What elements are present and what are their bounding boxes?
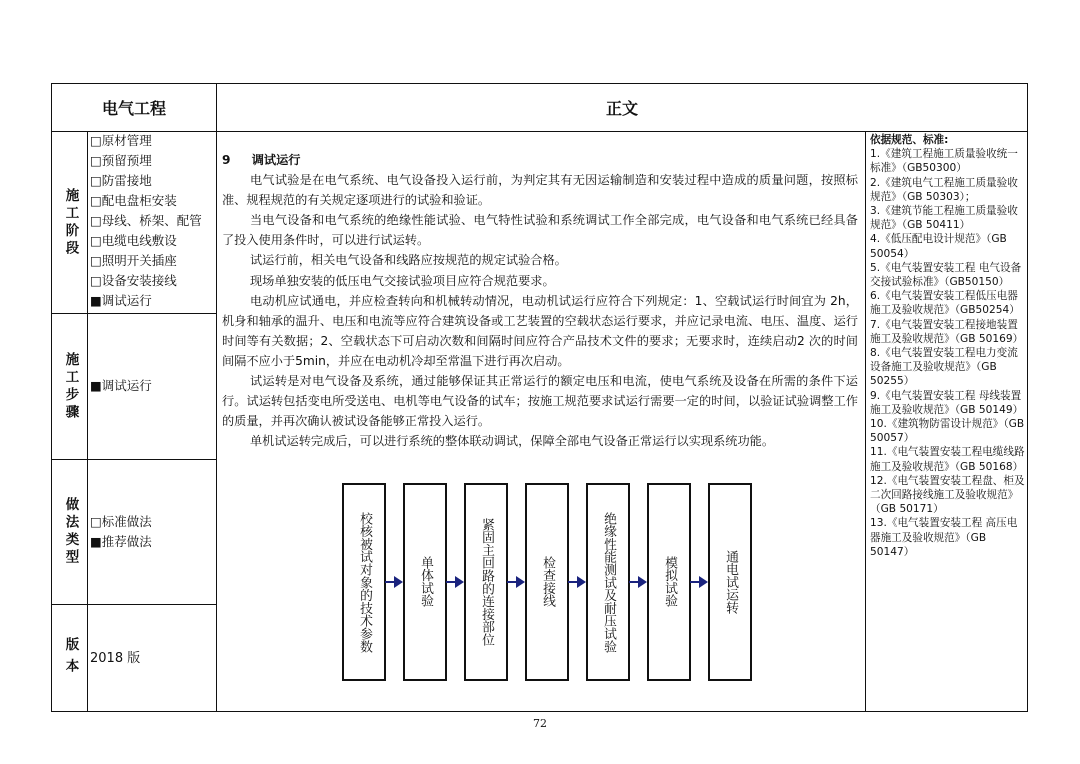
flow-step-box xyxy=(464,483,508,681)
step-label-text: 施工步骤 xyxy=(62,351,79,422)
flow-step-label: 校核被试对象的技术参数 xyxy=(357,511,372,653)
reference-item: 10.《建筑物防雷设计规范》（GB 50057） xyxy=(870,418,1025,445)
flow-arrow-icon xyxy=(568,575,586,589)
method-items xyxy=(90,512,215,552)
flow-arrow-icon xyxy=(446,575,464,589)
reference-item: 5.《电气装置安装工程 电气设备交接试验标准》（GB50150） xyxy=(870,261,1022,289)
stage-item: □设备安装接线 xyxy=(90,273,177,288)
reference-item: 12.《电气装置安装工程盘、柜及二次回路接线施工及验收规范》（GB 50171） xyxy=(870,474,1025,516)
references-list xyxy=(870,147,1025,559)
method-label xyxy=(52,460,88,604)
reference-item: 9.《电气装置安装工程 母线装置施工及验收规范》（GB 50149） xyxy=(870,389,1024,416)
references-heading: 依据规范、标准: xyxy=(870,134,949,146)
reference-item: 3.《建筑节能工程施工质量验收规范》（GB 50411） xyxy=(870,205,1018,232)
header-center: 正文 xyxy=(605,99,638,118)
reference-item: 13.《电气装置安装工程 高压电器施工及验收规范》（GB 50147） xyxy=(870,517,1018,558)
flow-arrow-icon xyxy=(385,575,403,589)
body-paragraph: 单机试运转完成后，可以进行系统的整体联动调试，保障全部电气设备正常运行以实现系统功能。 xyxy=(250,434,775,449)
body-paragraph: 电动机应试通电，并应检查转向和机械转动情况，电动机试运行应符合下列规定：1、空载试运行时间宜为 2h，机身和轴承的温升、电压和电流等应符合建筑设备或工艺装置的空载状态运行要求，并应记录电流、电压、温度、运行时间等有关数据；2、空载状态下可启动次数和间隔时间应符合产品技术文件的要求；无要求时，连续启动2 次的时间间隔不应小于5min，并应在电动机冷却至常温下进行再次启动。 xyxy=(222,293,858,368)
flow-step-label: 检查接线 xyxy=(540,556,555,608)
method-item: □标准做法 xyxy=(90,514,152,529)
paragraphs xyxy=(222,170,858,451)
reference-item: 1.《建筑工程施工质量验收统一标准》（GB50300） xyxy=(870,148,1018,175)
main-content xyxy=(222,150,858,451)
stage-item: □预留预埋 xyxy=(90,153,152,168)
body-paragraph: 现场单独安装的低压电气交接试验项目应符合规范要求。 xyxy=(250,273,555,288)
flow-step-box xyxy=(403,483,447,681)
stage-item: ■调试运行 xyxy=(90,293,152,308)
flow-step-label: 紧固主回路的连接部位 xyxy=(479,518,494,646)
flow-step-label: 模拟试验 xyxy=(662,556,677,608)
stage-item: □防雷接地 xyxy=(90,173,152,188)
stage-item: □照明开关插座 xyxy=(90,253,177,268)
flow-step-box xyxy=(342,483,386,681)
col-divider-2 xyxy=(216,84,217,711)
body-paragraph: 试运行前，相关电气设备和线路应按规范的规定试验合格。 xyxy=(250,253,567,268)
section-title-text: 调试运行 xyxy=(251,153,301,167)
reference-item: 7.《电气装置安装工程接地装置施工及验收规范》（GB 50169） xyxy=(870,318,1024,345)
stage-item: □电缆电线敷设 xyxy=(90,233,177,248)
flow-step-box xyxy=(708,483,752,681)
section-number: 9 xyxy=(222,153,231,167)
method-item: ■推荐做法 xyxy=(90,534,152,549)
document-table xyxy=(51,83,1028,712)
flow-step-box xyxy=(647,483,691,681)
body-paragraph: 电气试验是在电气系统、电气设备投入运行前，为判定其有无因运输制造和安装过程中造成的质量问题，按照标准、规程规范的有关规定逐项进行的试验和验证。 xyxy=(222,173,858,208)
version-label-text: 版本 xyxy=(62,636,79,680)
flow-step-box xyxy=(525,483,569,681)
stage-label xyxy=(52,132,88,313)
flow-step-label: 单体试验 xyxy=(418,556,433,608)
header-left: 电气工程 xyxy=(101,99,166,118)
body-paragraph: 当电气设备和电气系统的绝缘性能试验、电气特性试验和系统调试工作全部完成，电气设备和电气系统已经具备了投入使用条件时，可以进行试运转。 xyxy=(222,213,858,248)
stage-item: □原材管理 xyxy=(90,133,152,148)
reference-item: 8.《电气装置安装工程电力变流设备施工及验收规范》（GB 50255） xyxy=(870,347,1018,388)
version-value: 2018 版 xyxy=(90,651,141,666)
stage-label-text: 施工阶段 xyxy=(62,187,79,258)
step-items xyxy=(90,376,215,396)
stage-items xyxy=(90,131,215,311)
version-label xyxy=(52,605,88,711)
reference-item: 4.《低压配电设计规范》（GB 50054） xyxy=(870,233,1007,260)
method-label-text: 做法类型 xyxy=(62,497,79,567)
reference-item: 2.《建筑电气工程施工质量验收规范》（GB 50303）； xyxy=(870,176,1018,203)
reference-item: 11.《电气装置安装工程电缆线路施工及验收规范》（GB 50168） xyxy=(870,446,1025,473)
flow-arrow-icon xyxy=(690,575,708,589)
flow-step-box xyxy=(586,483,630,681)
page-number: 72 xyxy=(533,717,547,730)
flow-arrow-icon xyxy=(629,575,647,589)
stage-item: □配电盘柜安装 xyxy=(90,193,177,208)
flow-step-label: 通电试运转 xyxy=(723,550,738,614)
step-item: ■调试运行 xyxy=(90,378,152,393)
body-paragraph: 试运转是对电气设备及系统，通过能够保证其正常运行的额定电压和电流，使电气系统及设备在所需的条件下运行。试运转包括变电所受送电、电机等电气设备的试车；按施工规范要求试运行需要一定的时间，以验证试验调整工作的质量，并再次确认被试设备能够正常投入运行。 xyxy=(222,374,858,429)
flow-step-label: 绝缘性能测试及耐压试验 xyxy=(601,511,616,653)
stage-item: □母线、桥架、配管 xyxy=(90,213,202,228)
references-panel xyxy=(870,133,1025,559)
flow-arrow-icon xyxy=(507,575,525,589)
col-divider-3 xyxy=(865,131,866,711)
step-label xyxy=(52,314,88,459)
section-title xyxy=(222,150,858,170)
reference-item: 6.《电气装置安装工程低压电器施工及验收规范》（GB50254） xyxy=(870,290,1020,317)
